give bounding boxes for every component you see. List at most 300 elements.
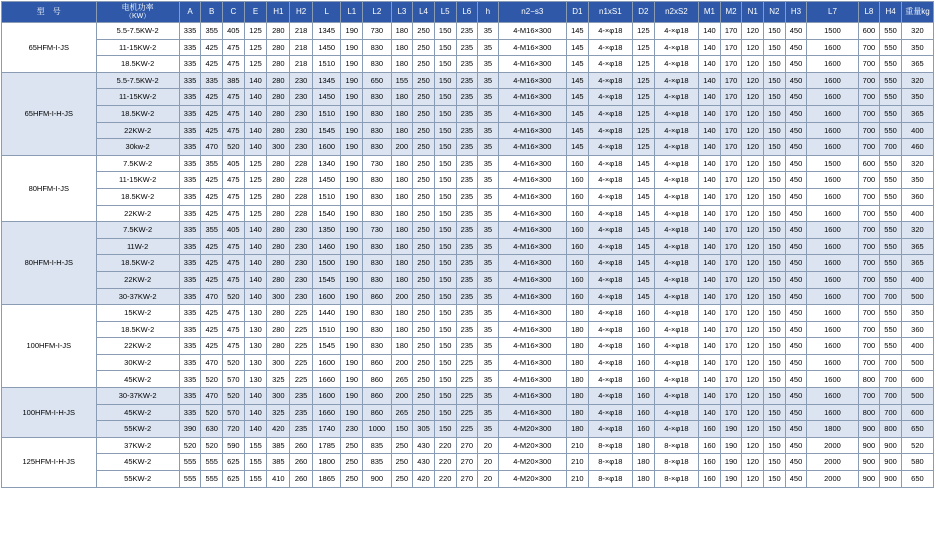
table-cell: 35 [478,188,499,205]
table-cell: 700 [880,404,902,421]
table-cell: 450 [785,89,807,106]
table-cell: 170 [720,338,742,355]
header-col: M2 [720,2,742,23]
table-cell: 475 [223,39,245,56]
table-row [2,122,934,139]
table-cell: 1660 [313,371,341,388]
table-cell: 830 [363,271,391,288]
table-cell: 120 [742,371,764,388]
table-cell: 190 [341,305,363,322]
table-cell: 180 [391,338,413,355]
table-cell: 120 [742,122,764,139]
table-cell: 140 [244,89,267,106]
table-cell: 4-M16×300 [498,255,566,272]
table-cell: 200 [391,288,413,305]
table-cell: 830 [363,321,391,338]
table-cell: 425 [201,338,223,355]
table-cell: 150 [764,255,786,272]
table-cell: 180 [391,39,413,56]
table-cell: 150 [764,388,786,405]
table-cell: 1545 [313,338,341,355]
table-cell: 1600 [313,354,341,371]
header-col: n2−s3 [498,2,566,23]
table-row [2,238,934,255]
power-cell: 30kw-2 [96,139,179,156]
table-cell: 140 [699,72,721,89]
table-cell: 235 [290,388,313,405]
table-cell: 1600 [807,404,858,421]
table-cell: 4-M16×300 [498,205,566,222]
table-cell: 170 [720,255,742,272]
table-cell: 150 [764,454,786,471]
table-cell: 145 [567,39,589,56]
table-cell: 190 [341,371,363,388]
table-cell: 4-M16×300 [498,139,566,156]
table-row [2,205,934,222]
table-cell: 1600 [807,39,858,56]
table-cell: 160 [567,205,589,222]
table-row [2,271,934,288]
table-cell: 600 [901,404,933,421]
table-cell: 180 [391,23,413,40]
table-cell: 140 [699,354,721,371]
table-cell: 150 [434,105,456,122]
table-cell: 450 [785,155,807,172]
table-cell: 180 [567,354,589,371]
table-row [2,172,934,189]
table-cell: 150 [434,338,456,355]
table-cell: 180 [391,188,413,205]
table-cell: 220 [434,471,456,488]
table-cell: 280 [267,321,290,338]
table-cell: 4-M16×300 [498,23,566,40]
table-cell: 600 [901,371,933,388]
table-cell: 730 [363,23,391,40]
table-cell: 20 [478,437,499,454]
table-cell: 4-×φ18 [654,39,698,56]
table-cell: 170 [720,222,742,239]
table-cell: 120 [742,39,764,56]
table-cell: 235 [456,39,478,56]
table-cell: 4-×φ18 [654,89,698,106]
table-cell: 150 [434,89,456,106]
table-cell: 730 [363,222,391,239]
power-cell: 11-15KW-2 [96,89,179,106]
table-cell: 335 [179,89,201,106]
table-cell: 150 [434,238,456,255]
table-cell: 325 [267,371,290,388]
table-cell: 20 [478,471,499,488]
table-cell: 450 [785,72,807,89]
power-cell: 45KW-2 [96,404,179,421]
table-cell: 425 [201,321,223,338]
table-cell: 4-M16×300 [498,321,566,338]
table-cell: 1540 [313,205,341,222]
table-cell: 425 [201,122,223,139]
table-cell: 700 [858,72,880,89]
table-cell: 425 [201,255,223,272]
table-cell: 190 [341,205,363,222]
table-cell: 570 [223,404,245,421]
table-cell: 520 [179,437,201,454]
table-cell: 4-×φ18 [588,23,632,40]
table-cell: 125 [244,188,267,205]
table-cell: 280 [267,188,290,205]
table-cell: 900 [880,437,902,454]
table-cell: 300 [267,354,290,371]
table-cell: 140 [699,271,721,288]
table-cell: 450 [785,122,807,139]
table-row [2,421,934,438]
table-cell: 520 [201,371,223,388]
table-cell: 140 [244,139,267,156]
table-cell: 35 [478,338,499,355]
table-cell: 170 [720,271,742,288]
table-cell: 140 [244,72,267,89]
table-cell: 4-×φ18 [654,305,698,322]
table-cell: 835 [363,454,391,471]
table-cell: 580 [901,454,933,471]
table-cell: 120 [742,105,764,122]
table-cell: 235 [456,321,478,338]
table-cell: 450 [785,222,807,239]
table-cell: 550 [880,39,902,56]
table-cell: 190 [341,56,363,73]
table-cell: 230 [290,72,313,89]
table-cell: 250 [413,354,435,371]
table-cell: 190 [341,23,363,40]
table-cell: 250 [413,305,435,322]
table-cell: 218 [290,56,313,73]
table-cell: 700 [858,255,880,272]
table-cell: 470 [201,388,223,405]
table-cell: 4-M16×300 [498,305,566,322]
table-cell: 145 [633,205,655,222]
table-cell: 4-M16×300 [498,72,566,89]
table-cell: 180 [567,371,589,388]
table-cell: 280 [267,271,290,288]
table-cell: 150 [434,371,456,388]
table-cell: 450 [785,23,807,40]
table-cell: 140 [699,172,721,189]
table-cell: 650 [363,72,391,89]
model-cell: 65HFM-I-H-JS [2,72,97,155]
table-cell: 235 [456,172,478,189]
spec-table [1,1,934,488]
table-cell: 830 [363,255,391,272]
table-cell: 425 [201,271,223,288]
table-cell: 190 [720,454,742,471]
header-col: B [201,2,223,23]
table-cell: 235 [456,23,478,40]
table-cell: 830 [363,89,391,106]
table-cell: 260 [290,437,313,454]
model-cell: 65HFM-I-JS [2,23,97,73]
table-cell: 4-×φ18 [588,288,632,305]
table-cell: 450 [785,255,807,272]
header-col: L [313,2,341,23]
table-cell: 250 [413,338,435,355]
table-cell: 450 [785,305,807,322]
power-cell: 5.5-7.5KW-2 [96,72,179,89]
table-cell: 155 [391,72,413,89]
table-cell: 700 [880,388,902,405]
table-cell: 150 [434,354,456,371]
table-cell: 160 [567,222,589,239]
table-cell: 145 [567,89,589,106]
table-cell: 1545 [313,122,341,139]
table-cell: 125 [633,39,655,56]
table-cell: 355 [201,222,223,239]
table-cell: 1600 [807,255,858,272]
table-cell: 250 [391,454,413,471]
header-col: L6 [456,2,478,23]
table-cell: 280 [267,105,290,122]
table-cell: 140 [244,255,267,272]
table-cell: 160 [633,338,655,355]
table-cell: 140 [699,338,721,355]
table-cell: 335 [179,271,201,288]
table-cell: 550 [880,172,902,189]
table-cell: 140 [699,122,721,139]
table-cell: 35 [478,172,499,189]
table-cell: 830 [363,122,391,139]
table-cell: 450 [785,437,807,454]
table-cell: 235 [290,421,313,438]
table-cell: 1600 [807,205,858,222]
table-cell: 700 [858,305,880,322]
table-cell: 1500 [807,23,858,40]
table-cell: 150 [764,305,786,322]
table-cell: 700 [858,354,880,371]
table-cell: 650 [901,471,933,488]
table-cell: 140 [244,288,267,305]
table-cell: 150 [434,421,456,438]
table-cell: 335 [179,222,201,239]
table-cell: 425 [201,89,223,106]
table-cell: 550 [880,222,902,239]
table-cell: 235 [456,255,478,272]
table-cell: 150 [434,288,456,305]
table-cell: 420 [267,421,290,438]
table-cell: 150 [434,139,456,156]
table-cell: 150 [764,89,786,106]
table-cell: 150 [764,105,786,122]
table-cell: 450 [785,288,807,305]
table-cell: 1450 [313,172,341,189]
table-cell: 150 [764,122,786,139]
table-cell: 120 [742,305,764,322]
table-cell: 170 [720,72,742,89]
table-cell: 550 [880,122,902,139]
table-cell: 4-M16×300 [498,105,566,122]
table-cell: 140 [699,238,721,255]
table-cell: 405 [223,23,245,40]
table-cell: 280 [267,338,290,355]
power-cell: 45KW-2 [96,371,179,388]
table-cell: 335 [179,105,201,122]
table-cell: 450 [785,39,807,56]
table-cell: 225 [456,421,478,438]
table-cell: 1660 [313,404,341,421]
table-cell: 475 [223,271,245,288]
table-cell: 335 [201,72,223,89]
table-row [2,388,934,405]
table-cell: 170 [720,39,742,56]
table-cell: 400 [901,205,933,222]
table-cell: 700 [858,188,880,205]
table-cell: 305 [413,421,435,438]
table-cell: 145 [633,188,655,205]
table-cell: 860 [363,388,391,405]
table-cell: 120 [742,56,764,73]
table-cell: 320 [901,222,933,239]
table-cell: 335 [179,56,201,73]
table-cell: 335 [179,172,201,189]
table-cell: 145 [567,23,589,40]
table-cell: 450 [785,271,807,288]
table-cell: 230 [290,105,313,122]
table-cell: 1785 [313,437,341,454]
table-cell: 475 [223,105,245,122]
table-cell: 450 [785,238,807,255]
table-cell: 230 [290,238,313,255]
table-cell: 4-×φ18 [654,155,698,172]
table-cell: 1440 [313,305,341,322]
table-cell: 190 [341,321,363,338]
table-cell: 20 [478,454,499,471]
header-col: H2 [290,2,313,23]
table-cell: 320 [901,72,933,89]
table-row [2,56,934,73]
table-cell: 125 [244,155,267,172]
table-cell: 1350 [313,222,341,239]
table-cell: 335 [179,371,201,388]
table-cell: 4-×φ18 [654,388,698,405]
table-cell: 1600 [807,354,858,371]
power-cell: 22KW-2 [96,205,179,222]
table-cell: 1600 [313,288,341,305]
table-cell: 1600 [313,388,341,405]
table-cell: 300 [267,288,290,305]
table-cell: 2000 [807,454,858,471]
table-cell: 4-M16×300 [498,155,566,172]
table-cell: 4-M16×300 [498,404,566,421]
table-cell: 1600 [807,122,858,139]
table-cell: 425 [201,56,223,73]
table-cell: 335 [179,305,201,322]
table-cell: 180 [567,338,589,355]
table-cell: 300 [267,388,290,405]
table-cell: 390 [179,421,201,438]
table-row [2,89,934,106]
table-cell: 228 [290,205,313,222]
table-cell: 335 [179,288,201,305]
table-cell: 280 [267,89,290,106]
table-cell: 170 [720,155,742,172]
table-cell: 650 [901,421,933,438]
table-cell: 190 [341,188,363,205]
table-cell: 450 [785,471,807,488]
table-cell: 35 [478,105,499,122]
table-cell: 4-×φ18 [588,139,632,156]
table-cell: 700 [858,271,880,288]
table-cell: 4-×φ18 [588,205,632,222]
table-cell: 325 [267,404,290,421]
table-cell: 120 [742,388,764,405]
table-cell: 230 [290,139,313,156]
table-cell: 250 [413,172,435,189]
table-cell: 1340 [313,155,341,172]
table-cell: 180 [391,105,413,122]
table-cell: 4-×φ18 [588,188,632,205]
table-cell: 230 [290,89,313,106]
table-cell: 180 [567,404,589,421]
power-cell: 11W-2 [96,238,179,255]
table-cell: 140 [244,238,267,255]
table-cell: 4-×φ18 [654,288,698,305]
table-cell: 570 [223,371,245,388]
table-cell: 1600 [807,238,858,255]
table-cell: 140 [699,288,721,305]
table-cell: 120 [742,155,764,172]
table-cell: 35 [478,139,499,156]
table-cell: 600 [858,23,880,40]
table-cell: 35 [478,321,499,338]
power-cell: 18.5KW-2 [96,321,179,338]
table-cell: 425 [201,39,223,56]
table-cell: 385 [267,437,290,454]
header-col: D2 [633,2,655,23]
table-cell: 4-M16×300 [498,338,566,355]
table-cell: 120 [742,354,764,371]
table-cell: 335 [179,388,201,405]
table-cell: 450 [785,188,807,205]
table-cell: 170 [720,404,742,421]
table-cell: 220 [434,437,456,454]
table-cell: 225 [456,354,478,371]
table-cell: 190 [341,105,363,122]
power-cell: 7.5KW-2 [96,155,179,172]
header-col: E [244,2,267,23]
table-cell: 4-×φ18 [654,404,698,421]
table-cell: 830 [363,172,391,189]
table-cell: 4-M16×300 [498,188,566,205]
table-cell: 190 [341,354,363,371]
table-cell: 2000 [807,437,858,454]
table-cell: 8-×φ18 [588,471,632,488]
header-col: L4 [413,2,435,23]
table-cell: 700 [880,139,902,156]
table-cell: 450 [785,338,807,355]
table-cell: 365 [901,255,933,272]
table-cell: 235 [456,188,478,205]
table-cell: 150 [434,205,456,222]
table-cell: 225 [290,321,313,338]
table-cell: 235 [290,404,313,421]
table-cell: 35 [478,238,499,255]
table-cell: 4-×φ18 [654,371,698,388]
table-cell: 250 [341,471,363,488]
table-cell: 235 [456,205,478,222]
table-row [2,471,934,488]
table-cell: 230 [290,255,313,272]
table-cell: 170 [720,89,742,106]
table-cell: 4-×φ18 [654,105,698,122]
table-cell: 190 [720,437,742,454]
header-col: n1xS1 [588,2,632,23]
table-cell: 140 [699,39,721,56]
